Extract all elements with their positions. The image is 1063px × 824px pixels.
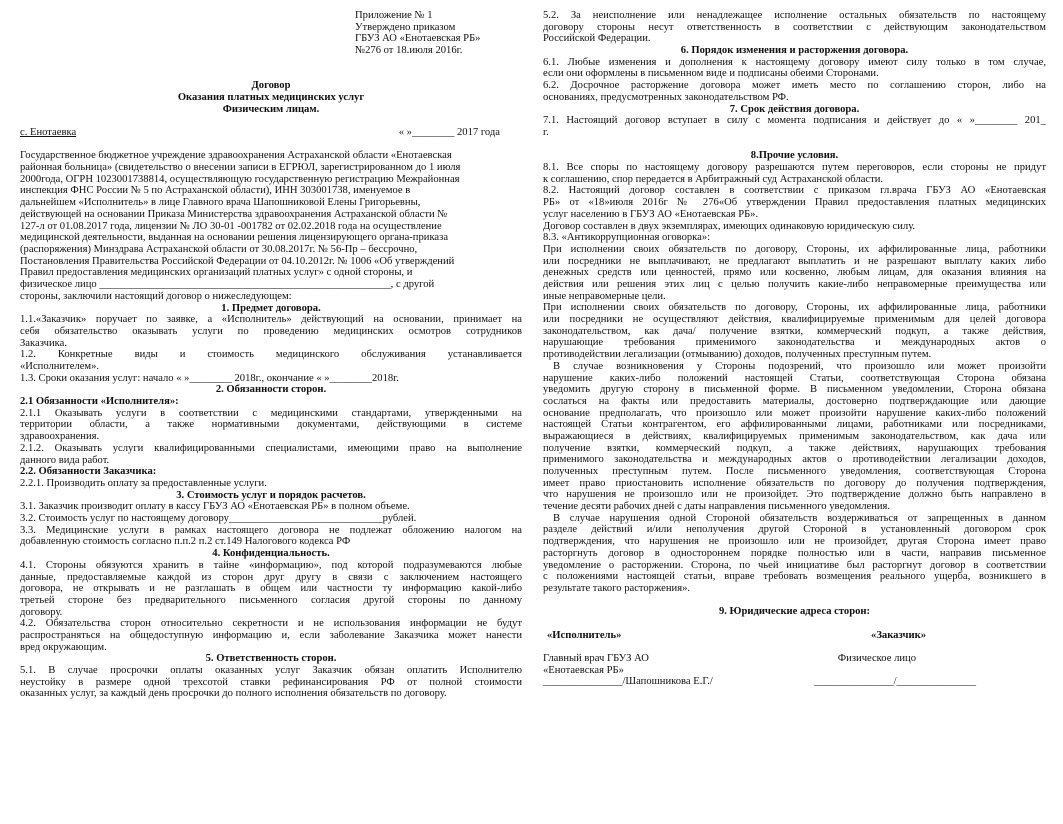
text-line: услуг населению в ГБУЗ АО «Енотаевская РБ». [543,208,759,220]
text-line: нарушение каких-либо положений настоящей Статьи, соответствующая Сторона обязана [543,372,1046,384]
text-line: основаниях, предусмотренных законодательством РФ. [543,91,789,103]
contract-date: « »________ 2017 года [398,126,500,138]
text-line: 6.2. Досрочное расторжение договора может иметь место по соглашению сторон, либо на [543,80,1046,92]
section-heading: 4. Конфиденциальность. [212,548,330,560]
text-line: если они оформлены в письменном виде и подписаны обеими Сторонами. [543,68,879,80]
text-line: 3.3. Медицинские услуги в рамках настоящего договора не подлежат обложению налогом на [20,524,522,536]
text-line: законодательством, как дача/ получение взятки, коммерческий подкуп, а также действия, [543,325,1046,337]
spacer [20,115,522,127]
text-line: Российской Федерации. [543,33,651,45]
text-line: Заказчика. [20,337,68,349]
text-line: действия или решения этих лиц с целью получить какие-либо неправомерные преимущества или [543,278,1046,290]
text-line: сослаться на факты или предоставить материалы, достоверно подтверждающие или дающие [543,395,1046,407]
text-line: 2.1.2. Оказывать услуги квалифицированными специалистами, имеющими право на выполнение [20,442,522,454]
spacer [20,139,522,151]
text-line: 5.1. В случае просрочки оплаты оказанных услуг Заказчик обязан оплатить Исполнителю [20,665,522,677]
approval-line: ГБУЗ АО «Енотаевская РБ» [355,33,481,45]
text-line: распространяться на общедоступную информацию и, если заболевание Заказчика может нанести [20,630,522,642]
text-line: 8.2. Настоящий договор составлен в соответствии с приказом гл.врача ГБУЗ АО «Енотаевская [543,185,1046,197]
text-line: физическое лицо _______________________________________________________, с другой [20,279,435,291]
text-line: подтверждения, что нарушения не произошло или не произойдет, другая Сторона имеет право [543,536,1046,548]
contract-title: Договор [251,80,291,92]
text-line: с положениями настоящей статьи, вправе требовать возмещения реального ущерба, возникшего в [543,571,1046,583]
text-line: имеет право приостановить исполнение обязательств по договору до получения подтверждения, [543,477,1046,489]
text-line: добавленную стоимость согласно п.п.2 п.2 ст.149 Налогового кодекса РФ [20,536,351,548]
text-line: 1.2. Конкретные виды и стоимость медицинского обслуживания устанавливается [20,349,522,361]
text-line: здравоохранения. [20,431,100,443]
text-line: договору стороны несут ответственность в соответствии с действующим законодательством [543,21,1046,33]
paragraph-start-line: В случае возникновения у Стороны подозрений, что произошло или может произойти [553,360,1046,372]
text-line: г. [543,126,549,138]
text-line: оказанных услуг, за каждый день просрочки до полного исполнения обязательств по договору. [20,688,447,700]
spacer [543,595,1046,607]
executor-organization: «Енотаевская РБ» [543,664,624,676]
text-line: Договор составлен в двух экземплярах, имеющих одинаковую юридическую силу. [543,220,916,232]
text-line: 5.2. За неисполнение или ненадлежащее исполнение остальных обязательств по настоящему [543,10,1046,21]
text-line: 2000года, ОГРН 1023001738814, осуществляющую государственную регистрацию Межрайонная [20,173,460,185]
text-line: инспекция ФНС России № 5 по Астраханской области), ИНН 303001738, именуемое в [20,185,411,197]
text-line: 6.1. Любые изменения и дополнения к настоящему договору имеют силу только в том случае, [543,56,1046,68]
party-labels [543,630,1046,642]
paragraph-start-line: В случае нарушения одной Стороной обязательств воздерживаться от запрещенных в данном [553,512,1046,524]
text-line: противодействии легализации (отмыванию) доходов, полученных преступным путем. [543,349,932,361]
text-line: 7.1. Настоящий договор вступает в силу с момента подписания и действует до « »________ 201_ [543,115,1046,127]
text-line: применимого законодательства и международных актов о противодействии легализации доходов, [543,454,1046,466]
left-column [20,10,522,700]
spacer [20,57,522,69]
customer-signature: _______________/_______________ [814,676,976,688]
text-line: 1.1.«Заказчик» поручает по заявке, а «Исполнитель» действующий на основании, принимает на [20,314,522,326]
text-line: Постановления Правительства Российской Федерации от 04.10.2012г. № 1006 «Об утверждений [20,255,455,267]
text-line: к соглашению, спор передается в Арбитражный суд Астраханской области. [543,173,884,185]
text-line: РБ» от «18»июля 2016г № 276«Об утверждении Правил предоставления платных медицинских [543,197,1046,209]
executor-position: Главный врач ГБУЗ АО [543,653,649,665]
text-line: территории области, а также нормативными документами, действующими в системе [20,419,522,431]
section-heading: 2. Обязанности сторон. [215,384,327,396]
section-heading: 1. Предмет договора. [221,302,321,314]
text-line: стороны, заключили настоящий договор о нижеследующем: [20,290,292,302]
text-line: 2.2.1. Производить оплату за предоставленные услуги. [20,477,267,489]
text-line: 2.1.1 Оказывать услуги в соответствии с медицинскими стандартами, утвержденными на [20,407,522,419]
right-column [543,10,1046,688]
text-line: 3.2. Стоимость услуг по настоящему договору_____________________________рублей. [20,513,417,525]
text-line: себя обязательство оказывать услуги по проведению медицинских осмотров сотрудников [20,325,522,337]
text-line: или посредники не осуществляют действия, квалифицируемые применимым для целей договора [543,314,1046,326]
text-line: или посредники не выплачивают, не предлагают выплатить и не разрешают выплату каких либо [543,255,1046,267]
spacer [20,69,522,81]
contract-subtitle: Физическим лицам. [222,103,320,115]
section-heading: 6. Порядок изменения и расторжения договора. [680,45,909,57]
text-line: «Исполнителем». [20,360,100,372]
contract-subtitle: Оказания платных медицинских услуг [177,91,365,103]
approval-line: Утверждено приказом [355,21,456,33]
right-body-text [543,10,1046,595]
text-line: районная больница» (свидетельство о внесении записи в ЕГРЮЛ, зарегистрированном до 1 июля [20,162,461,174]
text-line: медицинской деятельности, выданная на основании решения лицензирующего органа-приказа [20,232,449,244]
spacer [543,618,1046,630]
text-line: данные, предоставляемые каждой из сторон друг другу в связи с заключением настоящего [20,571,522,583]
text-line: иные неправомерные цели. [543,290,666,302]
addresses-heading: 9. Юридические адреса сторон: [718,606,871,618]
text-line: дальнейшем «Исполнитель» в лице Главного врача Шапошниковой Елены Григорьевны, [20,197,421,209]
approval-line: №276 от 18.июля 2016г. [355,45,463,57]
text-line: настоящей Статьи контрагентом, его аффилированными лицами, работниками или посредниками, [543,419,1046,431]
text-line: неустойку в размере одной трехсотой ставки рефинансирования РФ от полной стоимости [20,676,522,688]
text-line: договору. [20,606,63,618]
text-line: При исполнении своих обязательств по договору, Стороны, их аффилированные лица, работники [543,302,1046,314]
signature-row [543,676,1046,688]
text-line: результате такого расторжения». [543,582,691,594]
text-line: нарушающие требования применимого законодательства и международных актов о [543,337,1046,349]
text-line: разделе действий и/или неполучения другой Стороной в установленный договором срок [543,524,1046,536]
text-line: вред окружающим. [20,641,107,653]
text-line: расторгнуть договор в одностороннем порядке полностью или в части, направив письменное [543,547,1046,559]
text-line: договора, не открывать и не разглашать в общем или частности ту информацию какой-либо [20,583,522,595]
section-heading: 5. Ответственность сторон. [205,653,337,665]
text-line: денежных средств или ценностей, прямо или косвенно, любым лицам, для оказания влияния на [543,267,1046,279]
text-line: получение взятки, коммерческий подкуп, а также действиях, нарушающих требования [543,442,1046,454]
spacer [543,139,1046,151]
subsection-heading: 2.1 Обязанности «Исполнителя»: [20,396,179,408]
text-line: полученных преступным путем. После письменного уведомления, соответствующая Сторона [543,466,1046,478]
spacer [543,641,1046,653]
text-line: 4.1. Стороны обязуются хранить в тайне «информацию», под которой подразумеваются любые [20,559,522,571]
section-heading: 7. Срок действия договора. [729,103,860,115]
text-line: течение десяти рабочих дней с даты направления письменного уведомления. [543,501,891,513]
place-date-row [20,127,522,139]
text-line: третьей стороне без предварительного письменного согласия другой стороны по данному [20,594,522,606]
section-heading: 3. Стоимость услуг и порядок расчетов. [176,489,366,501]
text-line: Правил предоставления медицинских организаций платных услуг» с одной стороны, и [20,267,413,279]
text-line: Государственное бюджетное учреждение здравоохранения Астраханской области «Енотаевская [20,150,452,162]
text-line: основание предполагать, что произошло или может произойти нарушение каких-либо положений [543,407,1046,419]
text-line: При исполнении своих обязательств по договору, Стороны, их аффилированные лица, работники [543,243,1046,255]
text-line: выражающиеся в действиях, квалифицируемых применимым законодательством, как дача или [543,430,1046,442]
text-line: 127-л от 01.08.2017 года, лицензии № ЛО 30-01 -001782 от 02.02.2018 года на осуществление [20,220,442,232]
text-line: 3.1. Заказчик производит оплату в кассу ГБУЗ АО «Енотаевская РБ» в полном объеме. [20,501,410,513]
text-line: что нарушения не произошло или не произойдет. Это подтверждение должно быть направлено в [543,489,1046,501]
subsection-heading: 2.2. Обязанности Заказчика: [20,466,157,478]
text-line: 4.2. Обязательства сторон относительно секретности и не использования информации не будут [20,618,522,630]
party-row-2 [543,665,1046,677]
executor-signature: _______________/Шапошникова Е.Г./ [543,676,713,688]
text-line: уведомление о расторжении. Сторона, по чьей инициативе был расторгнут договор в соответствии [543,559,1046,571]
text-line: (распоряжения) Минздрава Астраханской области от 30.08.2017г. № 56-Пр – бессрочно, [20,244,418,255]
approval-block [355,10,522,57]
contract-place: с. Енотаевка [20,126,77,138]
text-line: 1.3. Сроки оказания услуг: начало « »________ 2018г., окончание « »________2018г. [20,372,399,384]
party-row-1 [543,653,1046,665]
text-line: 8.1. Все споры по настоящему договору разрешаются путем переговоров, если стороны не придут [543,162,1046,174]
text-line: уведомить другую сторону в письменной форме. В письменном уведомлении, Сторона обязана [543,384,1046,396]
executor-label: «Исполнитель» [547,629,622,641]
approval-line: Приложение № 1 [355,10,433,21]
text-line: данного вида работ. [20,454,110,466]
left-body-text [20,150,522,700]
text-line: действующей на основании Приказа Министерства здравоохранения Астраханской области № [20,208,448,220]
text-line: 8.3. «Антикоррупционная оговорка»: [543,232,711,244]
customer-label: «Заказчик» [871,629,926,641]
section-heading: 8.Прочие условия. [750,150,839,162]
customer-type: Физическое лицо [837,653,916,665]
